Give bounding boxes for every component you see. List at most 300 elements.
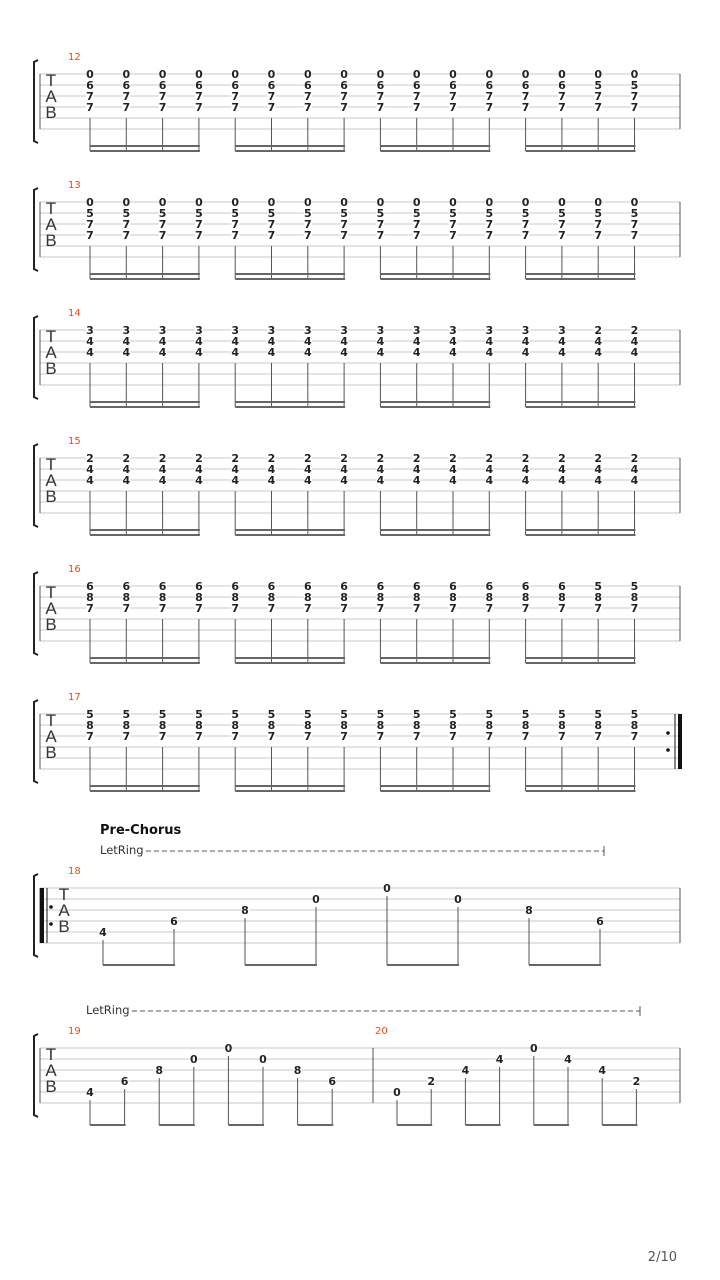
fret-number: 8 — [521, 591, 530, 604]
fret-number: 7 — [267, 730, 276, 743]
fret-number: 6 — [558, 79, 566, 92]
beam — [90, 785, 200, 787]
beam — [380, 529, 490, 531]
fret-number: 7 — [376, 101, 385, 114]
fret-number: 7 — [376, 90, 385, 103]
tab-clef-letter: B — [45, 103, 57, 122]
fret-number: 7 — [630, 602, 639, 615]
fret-number: 5 — [449, 207, 457, 220]
fret-number: 7 — [449, 602, 457, 615]
fret-number: 4 — [594, 463, 603, 476]
fret-number: 0 — [521, 196, 530, 209]
fret-number: 8 — [558, 719, 566, 732]
fret-number: 4 — [86, 1086, 94, 1099]
beam — [90, 401, 200, 403]
fret-number: 7 — [86, 602, 94, 615]
fret-number: 7 — [594, 90, 603, 103]
fret-number: 6 — [449, 580, 457, 593]
fret-number: 4 — [449, 474, 457, 487]
fret-number: 7 — [267, 218, 276, 231]
fret-number: 4 — [485, 474, 494, 487]
fret-number: 5 — [195, 207, 203, 220]
fret-number: 7 — [412, 101, 421, 114]
fret-number: 7 — [231, 101, 240, 114]
fret-number: 4 — [449, 335, 457, 348]
fret-number: 7 — [303, 101, 312, 114]
fret-number: 4 — [485, 463, 494, 476]
beam — [526, 785, 636, 787]
system-brace — [34, 1034, 38, 1117]
fret-number: 4 — [195, 346, 203, 359]
fret-number: 5 — [630, 708, 639, 721]
fret-number: 6 — [195, 79, 203, 92]
measure-number: 16 — [68, 564, 81, 575]
fret-number: 8 — [231, 591, 240, 604]
fret-number: 6 — [376, 580, 385, 593]
tab-clef-letter: A — [45, 1061, 57, 1080]
fret-number: 5 — [521, 708, 530, 721]
end-repeat-thick-bar — [678, 714, 682, 769]
fret-number: 7 — [521, 229, 530, 242]
fret-number: 8 — [195, 719, 203, 732]
fret-number: 0 — [594, 68, 603, 81]
beam — [380, 401, 490, 403]
fret-number: 5 — [231, 207, 240, 220]
beam — [90, 406, 200, 408]
fret-number: 4 — [594, 346, 603, 359]
fret-number: 4 — [195, 463, 203, 476]
fret-number: 7 — [122, 218, 131, 231]
fret-number: 0 — [158, 68, 167, 81]
system-brace — [34, 700, 38, 783]
fret-number: 6 — [195, 580, 203, 593]
fret-number: 0 — [485, 68, 494, 81]
fret-number: 8 — [231, 719, 240, 732]
fret-number: 7 — [231, 229, 240, 242]
fret-number: 7 — [340, 730, 348, 743]
fret-number: 7 — [412, 730, 421, 743]
fret-number: 7 — [594, 218, 603, 231]
fret-number: 0 — [393, 1086, 401, 1099]
fret-number: 7 — [231, 602, 240, 615]
system-brace — [34, 60, 38, 143]
fret-number: 4 — [412, 474, 421, 487]
fret-number: 5 — [340, 708, 348, 721]
fret-number: 6 — [558, 580, 566, 593]
fret-number: 7 — [340, 229, 348, 242]
fret-number: 4 — [495, 1053, 504, 1066]
tab-clef-letter: A — [58, 901, 70, 920]
fret-number: 4 — [195, 474, 203, 487]
beam — [526, 529, 636, 531]
tab-clef-letter: B — [45, 1077, 57, 1096]
fret-number: 4 — [158, 474, 167, 487]
repeat-dot — [49, 922, 53, 926]
fret-number: 4 — [303, 474, 312, 487]
fret-number: 4 — [558, 474, 566, 487]
fret-number: 6 — [521, 79, 530, 92]
fret-number: 6 — [596, 915, 604, 928]
beam — [228, 1124, 264, 1126]
fret-number: 8 — [376, 591, 385, 604]
fret-number: 0 — [122, 68, 131, 81]
fret-number: 7 — [86, 218, 94, 231]
fret-number: 8 — [303, 591, 312, 604]
fret-number: 3 — [558, 324, 566, 337]
fret-number: 2 — [412, 452, 421, 465]
fret-number: 0 — [267, 68, 276, 81]
tab-clef-letter: A — [45, 215, 57, 234]
fret-number: 0 — [558, 68, 566, 81]
beam — [235, 273, 345, 275]
fret-number: 7 — [558, 229, 566, 242]
fret-number: 7 — [449, 218, 457, 231]
fret-number: 7 — [521, 90, 530, 103]
fret-number: 6 — [267, 79, 276, 92]
beam — [602, 1124, 637, 1126]
fret-number: 5 — [594, 207, 603, 220]
fret-number: 6 — [267, 580, 276, 593]
fret-number: 0 — [189, 1053, 198, 1066]
fret-number: 4 — [86, 335, 94, 348]
fret-number: 0 — [449, 68, 457, 81]
fret-number: 3 — [376, 324, 385, 337]
fret-number: 4 — [267, 463, 276, 476]
fret-number: 7 — [267, 90, 276, 103]
beam — [380, 150, 490, 152]
fret-number: 0 — [454, 893, 462, 906]
fret-number: 0 — [86, 196, 94, 209]
fret-number: 8 — [449, 591, 457, 604]
fret-number: 0 — [303, 68, 312, 81]
tab-clef-letter: B — [45, 743, 57, 762]
fret-number: 5 — [594, 79, 603, 92]
measure-number: 20 — [375, 1026, 388, 1037]
fret-number: 4 — [158, 463, 167, 476]
tab-clef-letter: A — [45, 727, 57, 746]
fret-number: 7 — [195, 101, 203, 114]
tab-clef-letter: A — [45, 599, 57, 618]
fret-number: 8 — [340, 591, 348, 604]
fret-number: 7 — [376, 602, 385, 615]
fret-number: 7 — [412, 90, 421, 103]
fret-number: 6 — [376, 79, 385, 92]
fret-number: 6 — [231, 580, 240, 593]
fret-number: 8 — [594, 719, 603, 732]
fret-number: 7 — [558, 730, 566, 743]
tab-clef-letter: A — [45, 87, 57, 106]
fret-number: 5 — [303, 207, 312, 220]
beam — [90, 273, 200, 275]
fret-number: 2 — [521, 452, 530, 465]
fret-number: 4 — [86, 474, 94, 487]
fret-number: 4 — [231, 346, 240, 359]
fret-number: 6 — [340, 580, 348, 593]
fret-number: 2 — [303, 452, 312, 465]
fret-number: 4 — [303, 346, 312, 359]
fret-number: 0 — [485, 196, 494, 209]
fret-number: 7 — [558, 602, 566, 615]
fret-number: 7 — [122, 602, 131, 615]
tab-clef-letter: T — [45, 583, 57, 602]
fret-number: 5 — [122, 708, 131, 721]
beam — [526, 145, 636, 147]
fret-number: 4 — [412, 335, 421, 348]
fret-number: 0 — [267, 196, 276, 209]
fret-number: 5 — [521, 207, 530, 220]
let-ring-label: LetRing — [86, 1003, 130, 1017]
fret-number: 4 — [485, 335, 494, 348]
fret-number: 3 — [158, 324, 167, 337]
measure-number: 14 — [68, 308, 81, 319]
fret-number: 4 — [412, 463, 421, 476]
beam — [90, 529, 200, 531]
fret-number: 5 — [485, 708, 494, 721]
fret-number: 7 — [449, 229, 457, 242]
beam — [380, 273, 490, 275]
fret-number: 7 — [376, 229, 385, 242]
fret-number: 8 — [86, 591, 94, 604]
fret-number: 0 — [122, 196, 131, 209]
fret-number: 4 — [521, 463, 530, 476]
fret-number: 5 — [558, 207, 566, 220]
fret-number: 4 — [594, 335, 603, 348]
beam — [526, 790, 636, 792]
start-repeat-thick-bar — [40, 888, 44, 943]
fret-number: 2 — [122, 452, 131, 465]
fret-number: 7 — [485, 602, 494, 615]
fret-number: 7 — [158, 90, 167, 103]
fret-number: 3 — [340, 324, 348, 337]
fret-number: 7 — [86, 90, 94, 103]
fret-number: 7 — [412, 229, 421, 242]
let-ring-label: LetRing — [100, 843, 144, 857]
fret-number: 7 — [630, 730, 639, 743]
fret-number: 0 — [558, 196, 566, 209]
fret-number: 7 — [558, 101, 566, 114]
fret-number: 0 — [195, 68, 203, 81]
fret-number: 8 — [412, 719, 421, 732]
fret-number: 8 — [630, 591, 639, 604]
fret-number: 7 — [594, 229, 603, 242]
measure-number: 17 — [68, 692, 81, 703]
beam — [235, 657, 345, 659]
fret-number: 5 — [158, 708, 167, 721]
beam — [380, 790, 490, 792]
fret-number: 4 — [376, 463, 385, 476]
fret-number: 4 — [521, 474, 530, 487]
fret-number: 4 — [158, 335, 167, 348]
fret-number: 4 — [594, 474, 603, 487]
fret-number: 4 — [340, 474, 348, 487]
fret-number: 6 — [158, 580, 167, 593]
fret-number: 7 — [340, 218, 348, 231]
fret-number: 2 — [594, 452, 603, 465]
beam — [90, 662, 200, 664]
system-brace — [34, 572, 38, 655]
beam — [235, 534, 345, 536]
fret-number: 3 — [122, 324, 131, 337]
tab-clef-letter: T — [45, 1045, 57, 1064]
fret-number: 4 — [449, 346, 457, 359]
fret-number: 5 — [86, 708, 94, 721]
fret-number: 4 — [231, 335, 240, 348]
beam — [526, 401, 636, 403]
beam — [380, 534, 490, 536]
beam — [380, 145, 490, 147]
fret-number: 0 — [195, 196, 203, 209]
fret-number: 8 — [122, 719, 131, 732]
fret-number: 7 — [594, 730, 603, 743]
fret-number: 3 — [86, 324, 94, 337]
fret-number: 4 — [231, 474, 240, 487]
fret-number: 8 — [122, 591, 131, 604]
fret-number: 7 — [158, 730, 167, 743]
fret-number: 6 — [122, 580, 131, 593]
fret-number: 8 — [525, 904, 533, 917]
fret-number: 6 — [412, 580, 421, 593]
fret-number: 7 — [303, 90, 312, 103]
fret-number: 5 — [267, 708, 276, 721]
fret-number: 7 — [558, 90, 566, 103]
beam — [235, 406, 345, 408]
fret-number: 2 — [376, 452, 385, 465]
fret-number: 5 — [630, 580, 639, 593]
fret-number: 3 — [485, 324, 494, 337]
fret-number: 7 — [195, 602, 203, 615]
fret-number: 2 — [340, 452, 348, 465]
fret-number: 8 — [241, 904, 249, 917]
fret-number: 0 — [340, 196, 348, 209]
fret-number: 2 — [558, 452, 566, 465]
fret-number: 4 — [122, 474, 131, 487]
fret-number: 7 — [303, 229, 312, 242]
fret-number: 7 — [630, 101, 639, 114]
fret-number: 0 — [449, 196, 457, 209]
beam — [90, 1124, 126, 1126]
fret-number: 6 — [328, 1075, 337, 1088]
beam — [235, 278, 345, 280]
fret-number: 8 — [594, 591, 603, 604]
fret-number: 4 — [558, 346, 566, 359]
fret-number: 6 — [170, 915, 178, 928]
tab-clef-letter: T — [45, 711, 57, 730]
fret-number: 7 — [303, 602, 312, 615]
fret-number: 0 — [231, 196, 240, 209]
beam — [534, 1124, 569, 1126]
beam — [380, 406, 490, 408]
fret-number: 2 — [267, 452, 276, 465]
fret-number: 4 — [376, 335, 385, 348]
fret-number: 4 — [99, 926, 107, 939]
fret-number: 5 — [303, 708, 312, 721]
fret-number: 0 — [412, 68, 421, 81]
beam — [90, 534, 200, 536]
tab-clef-letter: A — [45, 343, 57, 362]
fret-number: 4 — [598, 1064, 607, 1077]
fret-number: 7 — [412, 602, 421, 615]
fret-number: 0 — [231, 68, 240, 81]
fret-number: 2 — [485, 452, 494, 465]
tab-clef-letter: B — [45, 615, 57, 634]
fret-number: 7 — [195, 218, 203, 231]
fret-number: 7 — [86, 101, 94, 114]
fret-number: 2 — [630, 452, 639, 465]
fret-number: 7 — [231, 90, 240, 103]
fret-number: 7 — [594, 101, 603, 114]
tab-clef-letter: B — [58, 917, 70, 936]
fret-number: 4 — [158, 346, 167, 359]
fret-number: 7 — [485, 730, 494, 743]
fret-number: 8 — [155, 1064, 164, 1077]
system-brace — [34, 188, 38, 271]
repeat-dot — [666, 731, 670, 735]
fret-number: 7 — [449, 730, 457, 743]
beam — [90, 278, 200, 280]
fret-number: 8 — [86, 719, 94, 732]
fret-number: 5 — [158, 207, 167, 220]
fret-number: 4 — [267, 346, 276, 359]
section-label: Pre-Chorus — [100, 823, 182, 838]
fret-number: 4 — [340, 463, 348, 476]
fret-number: 5 — [630, 207, 639, 220]
fret-number: 7 — [449, 90, 457, 103]
beam — [235, 790, 345, 792]
repeat-dot — [666, 748, 670, 752]
fret-number: 0 — [376, 68, 385, 81]
fret-number: 7 — [231, 730, 240, 743]
tab-clef-letter: B — [45, 487, 57, 506]
fret-number: 6 — [340, 79, 348, 92]
fret-number: 6 — [303, 580, 312, 593]
beam — [235, 401, 345, 403]
fret-number: 7 — [521, 101, 530, 114]
fret-number: 8 — [303, 719, 312, 732]
beam — [380, 662, 490, 664]
fret-number: 7 — [485, 101, 494, 114]
fret-number: 6 — [231, 79, 240, 92]
fret-number: 4 — [630, 463, 639, 476]
fret-number: 4 — [195, 335, 203, 348]
beam — [465, 1124, 500, 1126]
fret-number: 0 — [224, 1042, 233, 1055]
fret-number: 8 — [521, 719, 530, 732]
fret-number: 7 — [195, 229, 203, 242]
fret-number: 5 — [449, 708, 457, 721]
fret-number: 4 — [521, 335, 530, 348]
fret-number: 3 — [267, 324, 276, 337]
beam — [103, 964, 175, 966]
beam — [235, 785, 345, 787]
fret-number: 2 — [86, 452, 94, 465]
fret-number: 4 — [303, 463, 312, 476]
fret-number: 7 — [521, 602, 530, 615]
fret-number: 7 — [485, 90, 494, 103]
fret-number: 8 — [449, 719, 457, 732]
fret-number: 5 — [122, 207, 131, 220]
fret-number: 0 — [376, 196, 385, 209]
fret-number: 7 — [594, 602, 603, 615]
measure-number: 18 — [68, 866, 81, 877]
fret-number: 7 — [485, 218, 494, 231]
fret-number: 7 — [412, 218, 421, 231]
fret-number: 3 — [303, 324, 312, 337]
fret-number: 7 — [449, 101, 457, 114]
fret-number: 5 — [376, 708, 385, 721]
beam — [235, 662, 345, 664]
fret-number: 3 — [449, 324, 457, 337]
fret-number: 8 — [630, 719, 639, 732]
